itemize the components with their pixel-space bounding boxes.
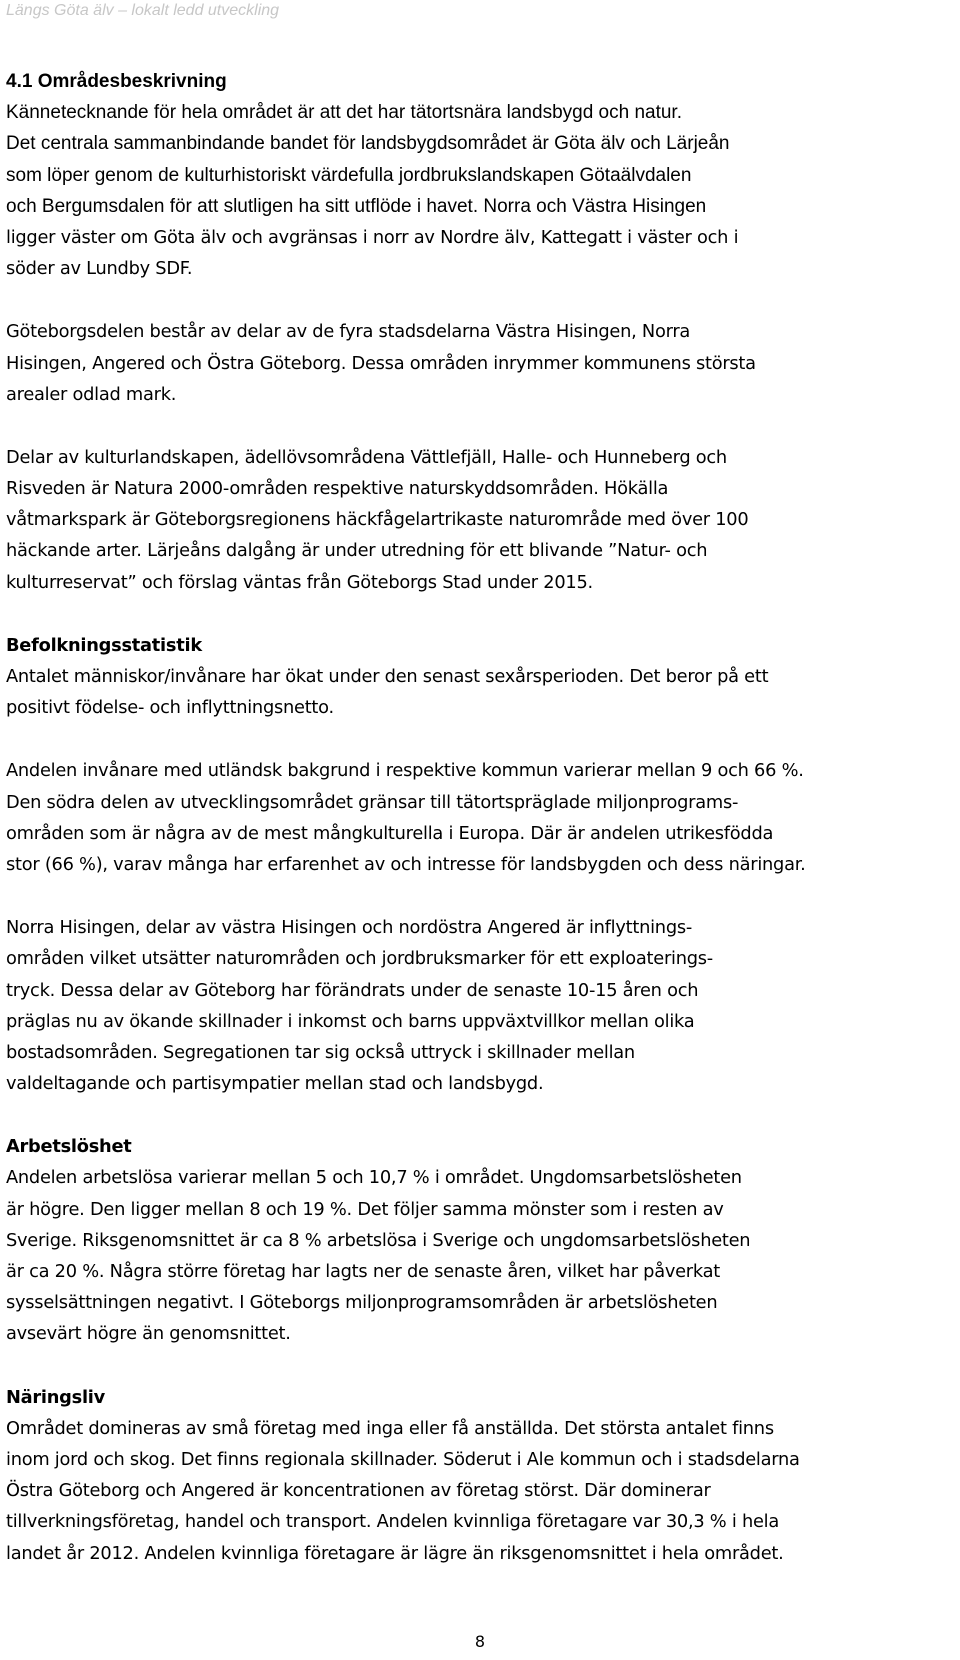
text-line: Den södra delen av utvecklingsområdet gränsar till tätortspräglade miljonprograms- xyxy=(6,791,739,813)
paragraph xyxy=(6,442,946,598)
text-line: häckande arter. Lärjeåns dalgång är under utredning för ett blivande ”Natur- och xyxy=(6,540,708,562)
running-header: Längs Göta älv – lokalt ledd utveckling xyxy=(6,2,280,19)
text-line: är högre. Den ligger mellan 8 och 19 %. Det följer samma mönster som i resten av xyxy=(6,1198,724,1220)
text-line: Det centrala sammanbindande bandet för landsbygdsområdet är Göta älv och Lärjeån xyxy=(6,133,730,155)
section-heading: Befolkningsstatistik xyxy=(6,634,202,656)
paragraph xyxy=(6,912,946,1099)
section-heading: 4.1 Områdesbeskrivning xyxy=(6,71,227,92)
text-line: är ca 20 %. Några större företag har lagts ner de senaste åren, vilket har påverkat xyxy=(6,1261,720,1282)
paragraph xyxy=(6,1413,946,1569)
text-line: Göteborgsdelen består av delar av de fyra stadsdelarna Västra Hisingen, Norra xyxy=(6,321,691,343)
text-line: Hisingen, Angered och Östra Göteborg. Dessa områden inrymmer kommunens största xyxy=(6,352,756,374)
paragraph-spacer xyxy=(6,880,946,912)
section-spacer xyxy=(6,1099,946,1131)
text-line: söder av Lundby SDF. xyxy=(6,258,193,280)
text-line: landet år 2012. Andelen kvinnliga företagare är lägre än riksgenomsnittet i hela området. xyxy=(6,1542,784,1564)
text-line: områden som är några av de mest mångkulturella i Europa. Där är andelen utrikesfödda xyxy=(6,822,774,844)
paragraph xyxy=(6,755,946,880)
text-line: inom jord och skog. Det finns regionala skillnader. Söderut i Ale kommun och i stadsdelarna xyxy=(6,1448,800,1470)
text-line: tryck. Dessa delar av Göteborg har förändrats under de senaste 10-15 åren och xyxy=(6,979,699,1001)
text-line: Antalet människor/invånare har ökat under den senast sexårsperioden. Det beror på ett xyxy=(6,666,769,687)
text-line: Kännetecknande för hela området är att det har tätortsnära landsbygd och natur. xyxy=(6,102,682,124)
text-line: bostadsområden. Segregationen tar sig också uttryck i skillnader mellan xyxy=(6,1041,635,1063)
text-line: områden vilket utsätter naturområden och jordbruksmarker för ett exploaterings- xyxy=(6,948,713,970)
text-line: arealer odlad mark. xyxy=(6,383,177,405)
text-line: Sverige. Riksgenomsnittet är ca 8 % arbetslösa i Sverige och ungdomsarbetslösheten xyxy=(6,1229,751,1251)
paragraph xyxy=(6,661,946,723)
text-line: och Bergumsdalen för att slutligen ha sitt utflöde i havet. Norra och Västra Hisingen xyxy=(6,195,707,217)
text-line: Östra Göteborg och Angered är koncentrationen av företag störst. Där dominerar xyxy=(6,1480,711,1502)
text-line: valdeltagande och partisympatier mellan stad och landsbygd. xyxy=(6,1073,544,1095)
text-line: Delar av kulturlandskapen, ädellövsområdena Vättlefjäll, Halle- och Hunneberg och xyxy=(6,446,727,468)
section-befolkningsstatistik xyxy=(6,630,946,1099)
text-line: Området domineras av små företag med inga eller få anställda. Det största antalet finns xyxy=(6,1417,774,1439)
section-arbetsloshet xyxy=(6,1131,946,1349)
text-line: Risveden är Natura 2000-områden respektive naturskyddsområden. Hökälla xyxy=(6,478,669,500)
paragraph xyxy=(6,97,946,284)
text-line: kulturreservat” och förslag väntas från Göteborgs Stad under 2015. xyxy=(6,571,593,593)
text-line: avsevärt högre än genomsnittet. xyxy=(6,1323,291,1345)
text-line: Andelen arbetslösa varierar mellan 5 och 10,7 % i området. Ungdomsarbetslösheten xyxy=(6,1167,742,1189)
text-line: våtmarkspark är Göteborgsregionens häckfågelartrikaste naturområde med över 100 xyxy=(6,509,749,531)
paragraph-spacer xyxy=(6,410,946,442)
section-heading: Näringsliv xyxy=(6,1386,105,1408)
section-spacer xyxy=(6,598,946,630)
text-line: Norra Hisingen, delar av västra Hisingen och nordöstra Angered är inflyttnings- xyxy=(6,917,693,939)
paragraph-spacer xyxy=(6,284,946,316)
text-line: sysselsättningen negativt. I Göteborgs miljonprogramsområden är arbetslösheten xyxy=(6,1292,718,1314)
section-spacer xyxy=(6,1350,946,1382)
paragraph-spacer xyxy=(6,723,946,755)
text-line: ligger väster om Göta älv och avgränsas i norr av Nordre älv, Kattegatt i väster och i xyxy=(6,226,739,248)
section-naringsliv xyxy=(6,1382,946,1569)
paragraph xyxy=(6,1162,946,1349)
text-line: präglas nu av ökande skillnader i inkomst och barns uppväxtvillkor mellan olika xyxy=(6,1010,695,1032)
section-heading: Arbetslöshet xyxy=(6,1136,132,1158)
page-number: 8 xyxy=(474,1632,486,1651)
text-line: som löper genom de kulturhistoriskt värdefulla jordbrukslandskapen Götaälvdalen xyxy=(6,164,692,186)
text-line: stor (66 %), varav många har erfarenhet av och intresse för landsbygden och dess näringar. xyxy=(6,853,806,875)
text-line: Andelen invånare med utländsk bakgrund i respektive kommun varierar mellan 9 och 66 %. xyxy=(6,760,804,782)
page-body xyxy=(6,66,946,1569)
text-line: positivt födelse- och inflyttningsnetto. xyxy=(6,697,334,719)
section-omradesbeskrivning xyxy=(6,66,946,598)
paragraph xyxy=(6,316,946,410)
text-line: tillverkningsföretag, handel och transport. Andelen kvinnliga företagare var 30,3 % i hela xyxy=(6,1511,779,1533)
